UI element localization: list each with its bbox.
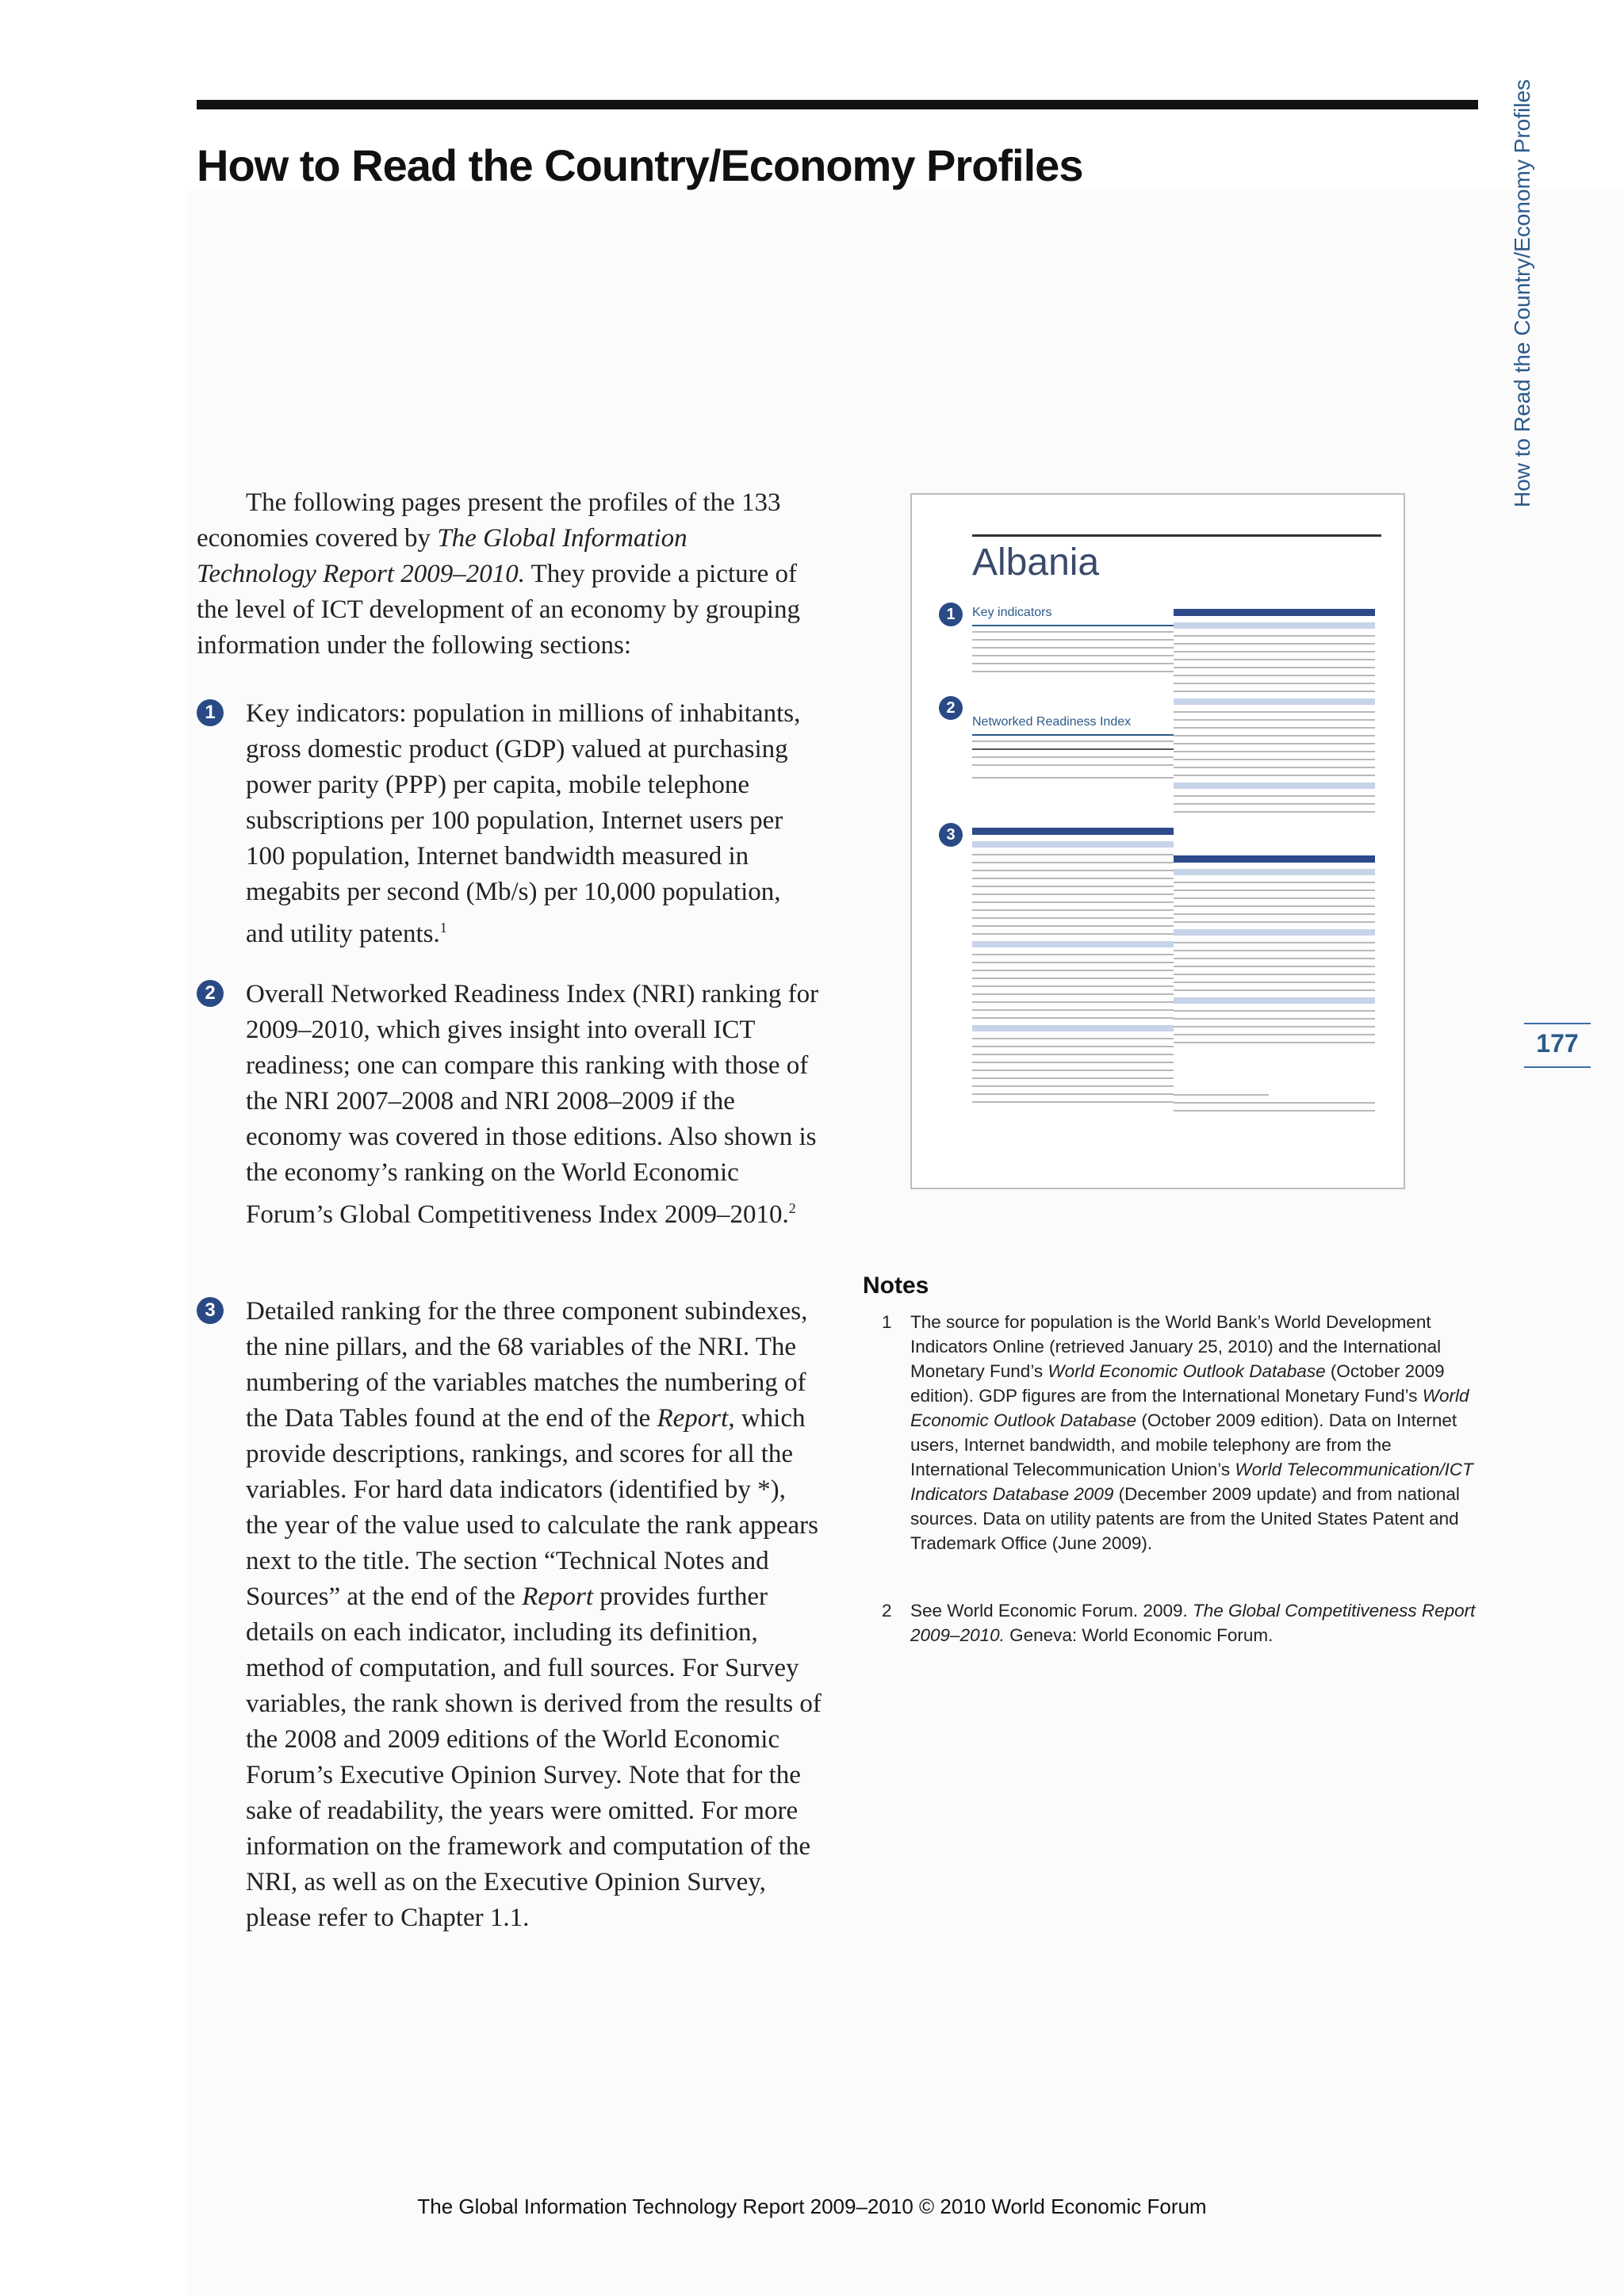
top-rule [197,100,1478,109]
note-italic: The Global Competitiveness Report 2009–2010. [910,1601,1476,1645]
note-italic: World Economic Outlook Database [1048,1361,1326,1381]
note-italic: World Telecommunication/ICT Indicators Database 2009 [910,1460,1473,1504]
section-1 [197,696,823,952]
intro-report-title: The Global Information Technology Report 2009–2010. [197,524,688,588]
sample-profile-figure [910,493,1405,1189]
figure-subindex-lines-left [972,823,1174,1109]
note-italic: World Economic Outlook Database [910,1386,1469,1430]
section-2 [197,977,823,1233]
page-number-block [1524,1023,1591,1068]
section-text: which provide descriptions, rankings, and scores for all the variables. For hard data indicators (identified by *), the year of the value used to calculate the rank appears next to the title. The section “Technical Notes and Sources” at the end of the [246,1404,818,1611]
figure-heading-underline [972,734,1174,736]
section-number-badge: 1 [197,699,224,726]
section-text: Key indicators: population in millions of inhabitants, gross domestic product (GDP) valued at purchasing power parity (PPP) per capita, mobile telephone subscriptions per 100 population, Internet users per 100 population, Internet bandwidth measured in megabits per second (Mb/s) per 10,000 population, and utility patents. [246,699,801,948]
figure-heading-underline [972,625,1174,626]
note-text: (October 2009 edition). GDP figures are from the International Monetary Fund’s [910,1361,1445,1406]
figure-badge-1: 1 [939,603,963,626]
page-title: How to Read the Country/Economy Profiles [197,140,1083,190]
page-footer: The Global Information Technology Report 2009–2010 © 2010 World Economic Forum [417,2195,1207,2218]
section-3 [197,1294,823,1936]
figure-nri-heading: Networked Readiness Index [972,715,1132,729]
section-text: provides further details on each indicator, including its definition, method of computation, and full sources. For Survey variables, the rank shown is derived from the results of the 2008 and 2009 editions of the World Economic Forum’s Executive Opinion Survey. Note that for the sake of readability, the years were omitted. For more information on the framework and computation of the NRI, as well as on the Executive Opinion Survey, please refer to Chapter 1.1. [246,1582,822,1932]
report-italic: Report, [657,1404,735,1433]
footnote-ref: 2 [788,1200,796,1216]
section-text: Detailed ranking for the three component subindexes, the nine pillars, and the 68 variables of the NRI. The numbering of the variables matches the numbering of the Data Tables found at the end of the [246,1297,808,1433]
note-text: Geneva: World Economic Forum. [1004,1625,1274,1645]
figure-badge-3: 3 [939,823,963,847]
intro-paragraph [197,485,809,664]
figure-key-indicator-lines [972,631,1174,679]
side-tab-label: How to Read the Country/Economy Profiles [1510,78,1534,507]
intro-text-2: They provide a picture of the level of ICT development of an economy by grouping information under the following sections: [197,560,800,660]
note-2 [863,1598,1478,1647]
page-number-rule-bottom [1524,1066,1591,1068]
section-text: Overall Networked Readiness Index (NRI) ranking for 2009–2010, which gives insight into overall ICT readiness; one can compare this ranking with those of the NRI 2007–2008 and NRI 2008–2009 if the economy was covered in those editions. Also shown is the economy’s ranking on the World Economic Forum’s Global Competitiveness Index 2009–2010. [246,980,819,1229]
footnote-ref: 1 [439,920,447,936]
note-text: (October 2009 edition). Data on Internet users, Internet bandwidth, and mobile telephony are from the International Telecommunication Union’s [910,1410,1457,1479]
figure-top-rule [972,534,1381,537]
report-italic: Report [522,1582,594,1611]
note-text: The source for population is the World Bank’s World Development Indicators Online (retrieved January 25, 2010) and the International Monetary Fund’s [910,1312,1442,1381]
note-text: (December 2009 update) and from national sources. Data on utility patents are from the United States Patent and Trademark Office (June 2009). [910,1484,1460,1553]
intro-text-1: The following pages present the profiles of the 133 economies covered by [197,488,781,553]
note-1 [863,1310,1478,1556]
figure-badge-2: 2 [939,696,963,720]
note-number: 2 [882,1601,892,1621]
section-number-badge: 2 [197,980,224,1007]
page-number: 177 [1536,1029,1579,1058]
figure-nri-lines [972,740,1174,785]
figure-country-title: Albania [972,541,1100,584]
section-number-badge: 3 [197,1297,224,1324]
figure-subindex-lines-right [1174,604,1375,1118]
notes-heading: Notes [863,1272,929,1299]
note-number: 1 [882,1312,892,1332]
figure-key-indicators-heading: Key indicators [972,606,1052,619]
note-text: See World Economic Forum. 2009. [910,1601,1193,1621]
